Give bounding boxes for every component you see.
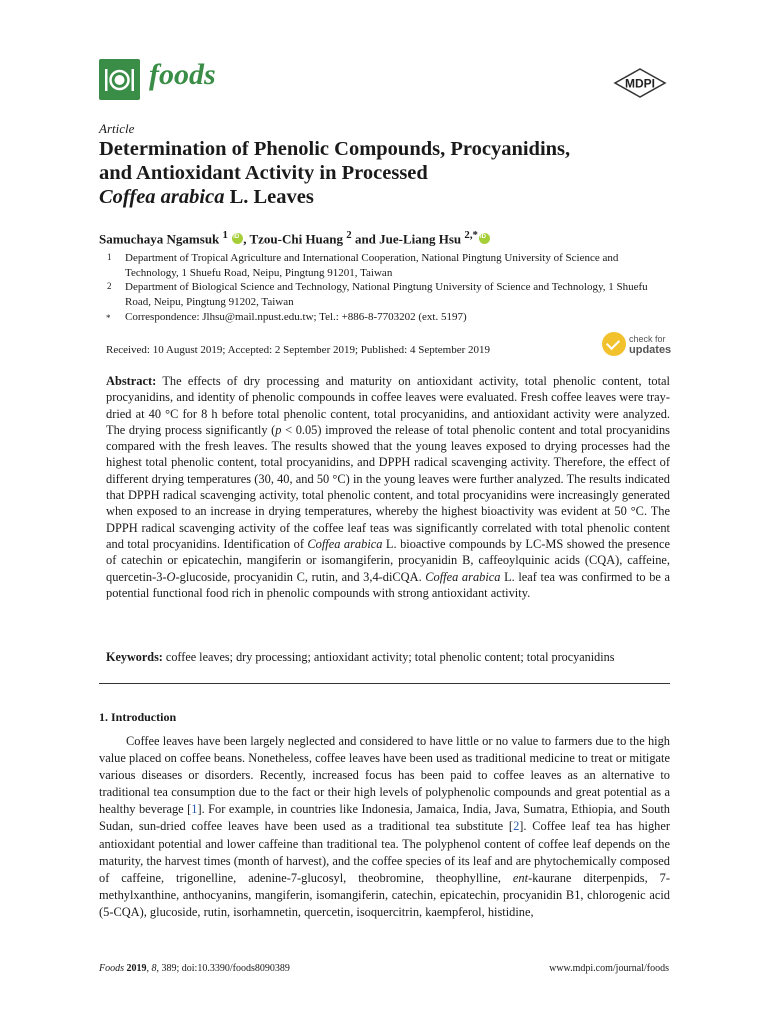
updates-label: updates [629, 344, 672, 356]
paper-title [99, 137, 689, 209]
species-name: Coffea arabica [307, 536, 383, 551]
title-suffix: L. Leaves [224, 186, 314, 208]
affiliation-sup: 2 [346, 229, 352, 241]
correspondence-text[interactable]: Correspondence: Jlhsu@mail.npust.edu.tw; Tel.: +886-8-7703202 (ext. 5197) [125, 311, 467, 323]
citation-link[interactable]: 1 [191, 802, 198, 817]
journal-name: foods [149, 58, 216, 91]
body-text: ]. Coffee leaf tea has higher antioxidant potential and lower caffeine than traditional tea. The polyphenol content of coffee leaf depends on the maturity, the harvest times (month of harvest), and the coffee species of its leaf and are phytochemically composed of caffeine, trigonelline, adenine-7-glucosyl, theobromine, theophylline, [99, 819, 670, 885]
title-line [99, 185, 689, 209]
abstract-text: -glucoside, procyanidin C, rutin, and 3,4-diCQA. [175, 569, 426, 584]
body-text: ]. For example, in countries like Indonesia, Jamaica, India, Java, Sumatra, Ethiopia, and South Sudan, sun-dried coffee leaves have been used as a traditional tea substitute [ [99, 802, 670, 834]
abstract-text: L. bioactive compounds by LC-MS showed the presence of catechin or epicatechin, mangiferin or isomangiferin, procyanidin B, caffeoylquinic acids (CQA), caffeine, quercetin-3- [106, 536, 670, 584]
section-divider [99, 683, 670, 684]
affiliation-mark: 2 [107, 281, 112, 291]
orcid-icon[interactable] [232, 233, 243, 244]
footer-journal: Foods [99, 963, 124, 974]
citation-footer: Foods 2019, 8, 389; doi:10.3390/foods8090389 [99, 963, 290, 974]
abstract-text: L. leaf tea was confirmed to be a potential functional food rich in phenolic compounds with strong antioxidant activity. [106, 569, 671, 600]
abstract-text: The effects of dry processing and maturity on antioxidant activity, total phenolic content, total procyanidins, and identity of phenolic compounds in coffee leaves were evaluated. Fresh coffee leaves were tray-dried at 40 °C for 8 h before total phenolic content, total procyanidins, and antioxidant activity were analyzed. The drying process significantly ( [106, 374, 670, 437]
publication-dates: Received: 10 August 2019; Accepted: 2 September 2019; Published: 4 September 2019 [106, 344, 491, 356]
body-text: Coffee leaves have been largely neglected and considered to have little or no value to farmers due to the high value placed on coffee beans. Nonetheless, coffee leaves have been used as traditional medicine to treat or mitigate various diseases or disorders. Recently, increased focus has been paid to coffee leaves as an alternative to traditional tea consumption due to the fact or their high levels of polyphenolic compounds and great potential as a healthy beverage [ [99, 734, 670, 817]
footer-doi[interactable]: , 389; doi:10.3390/foods8090389 [156, 963, 290, 974]
affiliation-sup: 1 [222, 229, 228, 241]
check-label: check for [629, 334, 666, 344]
footer-year: 2019 [126, 963, 147, 974]
author-list [99, 229, 490, 247]
abstract-text: O [166, 569, 176, 584]
body-text: ent [512, 870, 529, 885]
affiliation-sup: 2,* [464, 229, 478, 241]
footer-volume: 8 [151, 963, 157, 974]
keywords-text: coffee leaves; dry processing; antioxidant activity; total phenolic content; total procyanidins [162, 650, 615, 664]
section-heading: 1. Introduction [99, 710, 177, 724]
keywords [106, 649, 670, 665]
title-line: and Antioxidant Activity in Processed [99, 162, 428, 184]
article-type: Article [99, 121, 135, 136]
publisher-logo [612, 68, 668, 98]
checkmark-icon [602, 332, 626, 356]
abstract-text: < 0.05) improved the release of total phenolic content and total procyanidins compared with the fresh leaves. The results showed that the young leaves exposed to drying processes had the highest total phenolic content, total procyanidins, and DPPH radical scavenging activity. Therefore, the effect of different drying temperatures (30, 40, and 50 °C) in the young leaves were further analyzed. The results indicated that DPPH radical scavenging activity, total phenolic content, and total procyanidins were increasingly generated when exposed to an increase in drying temperatures, whereby the highest bioactivity was evident at 50 °C. The DPPH radical scavenging activity of the coffee leaf teas was significantly correlated with total phenolic content and total procyanidins. Identification of [106, 422, 670, 551]
author-name[interactable]: , Tzou-Chi Huang [243, 231, 347, 247]
journal-url[interactable]: www.mdpi.com/journal/foods [549, 963, 669, 974]
citation-link[interactable]: 2 [513, 819, 520, 834]
affiliation-text: Department of Biological Science and Technology, National Pingtung University of Science and Technology, 1 Shuefu Road, Neipu, Pingtung 91202, Taiwan [125, 281, 648, 308]
publisher-name: MDPI [625, 76, 655, 91]
orcid-icon[interactable] [479, 233, 490, 244]
abstract-label: Abstract: [106, 374, 157, 388]
check-for-updates-badge[interactable] [602, 332, 674, 360]
species-name: Coffea arabica [425, 569, 501, 584]
plate-cutlery-icon [99, 59, 140, 100]
author-name[interactable]: and Jue-Liang Hsu [351, 231, 465, 247]
abstract [106, 373, 670, 601]
species-name: Coffea arabica [99, 186, 225, 208]
correspondence-mark: * [106, 313, 111, 323]
abstract-text: p [275, 422, 282, 437]
body-text: -kaurane diterpenpids, 7-methylxanthine, anthocyanins, mangiferin, isomangiferin, catechin, epicatechin, procyanidin B1, chlorogenic acid (5-CQA), glucoside, rutin, isorhamnetin, quercetin, isoquercitrin, kaempferol, histidine, [99, 870, 670, 919]
journal-logo [99, 59, 140, 100]
title-line: Determination of Phenolic Compounds, Procyanidins, [99, 138, 571, 160]
keywords-label: Keywords: [106, 650, 163, 664]
affiliation-text: Department of Tropical Agriculture and International Cooperation, National Pingtung University of Science and Technology, 1 Shuefu Road, Neipu, Pingtung 91201, Taiwan [125, 252, 619, 279]
introduction-paragraph [99, 733, 670, 921]
author-name[interactable]: Samuchaya Ngamsuk [99, 231, 223, 247]
affiliation-mark: 1 [107, 252, 112, 262]
